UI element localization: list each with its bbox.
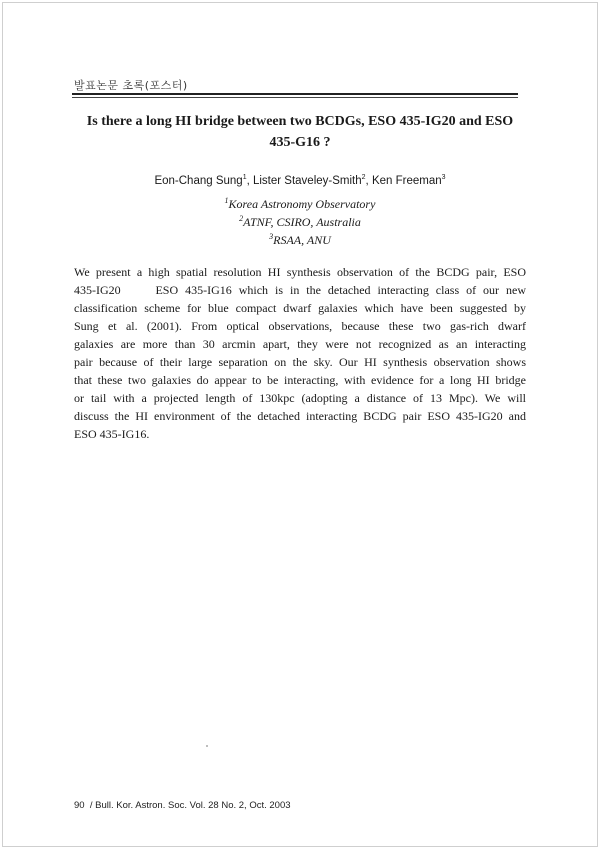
header-rule bbox=[72, 93, 518, 95]
header-rule-thin bbox=[72, 97, 518, 98]
author-2-name: Lister Staveley-Smith bbox=[252, 175, 362, 187]
author-list bbox=[70, 174, 530, 187]
affiliation-1-text: Korea Astronomy Observatory bbox=[228, 197, 376, 211]
abstract bbox=[74, 263, 526, 443]
scan-speck bbox=[206, 745, 208, 747]
paper-title bbox=[70, 111, 530, 153]
author-2-mark: 2 bbox=[361, 174, 366, 181]
title-line-1: Is there a long HI bridge between two BCDGs, ESO 435-IG20 and ESO bbox=[86, 114, 514, 129]
affiliation-3-text: RSAA, ANU bbox=[273, 233, 331, 247]
abstract-line: galaxies are more than 30 arcmin apart, they were not recognized as an interacting bbox=[74, 337, 526, 351]
affiliation-2-text: ATNF, CSIRO, Australia bbox=[243, 215, 361, 229]
affiliation-3-mark: 3 bbox=[269, 232, 274, 241]
abstract-line: pair because of their large separation on the sky. Our HI synthesis observation shows bbox=[74, 355, 526, 369]
affiliation-3 bbox=[70, 232, 530, 248]
affiliation-2 bbox=[70, 214, 530, 230]
abstract-line: or tail with a projected length of 130kpc (adopting a distance of 13 Mpc). We will bbox=[74, 391, 526, 405]
affiliation-1 bbox=[70, 196, 530, 212]
abstract-line: We present a high spatial resolution HI synthesis observation of the BCDG pair, ESO bbox=[74, 265, 526, 279]
author-3-name: Ken Freeman bbox=[371, 175, 442, 187]
abstract-line: 435-IG20 ESO 435-IG16 which is in the detached interacting class of our new bbox=[74, 283, 526, 297]
abstract-line: that these two galaxies do appear to be interacting, with evidence for a long HI bridge bbox=[74, 373, 526, 387]
title-line-2: 435-G16 ? bbox=[269, 135, 331, 150]
affiliation-2-mark: 2 bbox=[239, 214, 244, 223]
abstract-line: discuss the HI environment of the detached interacting BCDG pair ESO 435-IG20 and bbox=[74, 409, 526, 423]
author-1-mark: 1 bbox=[242, 174, 247, 181]
page-footer: 90 / Bull. Kor. Astron. Soc. Vol. 28 No. 2, Oct. 2003 bbox=[74, 800, 291, 811]
abstract-line: Sung et al. (2001). From optical observations, because these two gas-rich dwarf bbox=[74, 319, 526, 333]
author-separator: , bbox=[246, 175, 253, 187]
abstract-line: classification scheme for blue compact dwarf galaxies which have been suggested by bbox=[74, 301, 526, 315]
affiliation-1-mark: 1 bbox=[224, 196, 229, 205]
section-header-label: 발표논문 초록(포스터) bbox=[74, 79, 188, 92]
abstract-line-last: ESO 435-IG16. bbox=[74, 427, 150, 441]
author-separator: , bbox=[365, 175, 372, 187]
author-3-mark: 3 bbox=[441, 174, 446, 181]
author-1-name: Eon-Chang Sung bbox=[154, 175, 243, 187]
